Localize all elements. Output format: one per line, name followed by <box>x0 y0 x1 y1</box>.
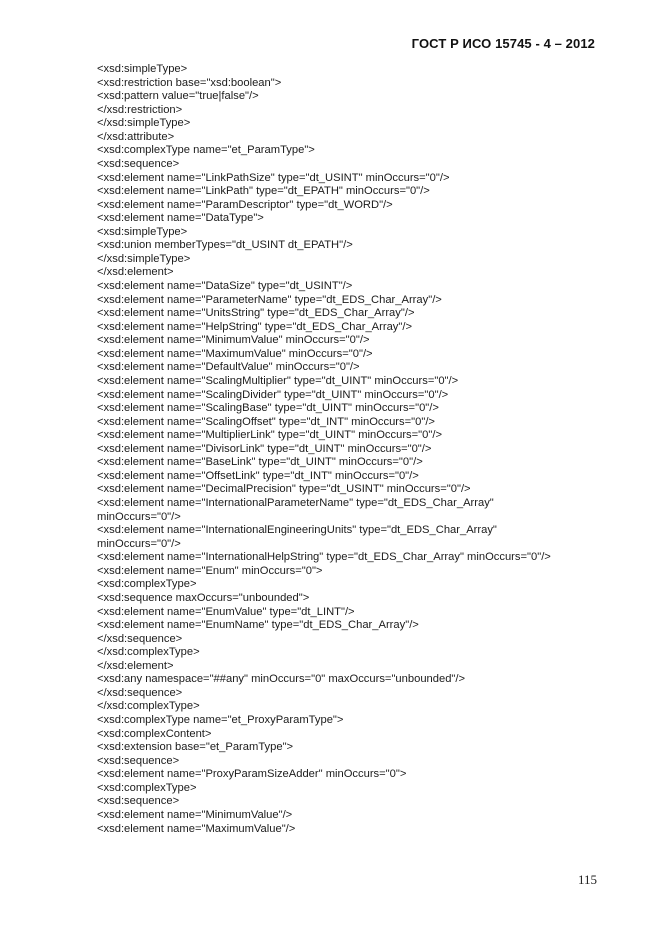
code-line: </xsd:simpleType> <box>97 117 191 130</box>
code-line: <xsd:complexType name="et_ParamType"> <box>97 144 315 157</box>
code-line: <xsd:element name="InternationalEngineeringUnits" type="dt_EDS_Char_Array" <box>97 524 497 537</box>
code-line: </xsd:element> <box>97 659 174 672</box>
code-line: </xsd:restriction> <box>97 103 183 116</box>
code-line: </xsd:attribute> <box>97 130 175 143</box>
code-line: <xsd:element name="LinkPathSize" type="dt_USINT" minOccurs="0"/> <box>97 171 450 184</box>
code-line: <xsd:element name="DecimalPrecision" type="dt_USINT" minOccurs="0"/> <box>97 483 471 496</box>
code-line: <xsd:simpleType> <box>97 63 188 75</box>
xsd-code-listing <box>97 63 607 836</box>
code-line: <xsd:complexType> <box>97 781 197 794</box>
code-line: <xsd:element name="InternationalHelpString" type="dt_EDS_Char_Array" minOccurs="0"/> <box>97 551 551 564</box>
code-line: <xsd:element name="DataSize" type="dt_USINT"/> <box>97 280 353 292</box>
code-line: <xsd:element name="DivisorLink" type="dt_UINT" minOccurs="0"/> <box>97 442 432 455</box>
code-line: <xsd:union memberTypes="dt_USINT dt_EPATH"/> <box>97 239 353 252</box>
code-line: <xsd:element name="DefaultValue" minOccurs="0"/> <box>97 361 360 374</box>
code-line: <xsd:any namespace="##any" minOccurs="0" maxOccurs="unbounded"/> <box>97 673 466 686</box>
code-line: <xsd:element name="ProxyParamSizeAdder" minOccurs="0"> <box>97 768 407 781</box>
code-line: <xsd:complexContent> <box>97 727 212 740</box>
code-line: <xsd:complexType> <box>97 578 197 591</box>
code-line: <xsd:element name="ScalingDivider" type="dt_UINT" minOccurs="0"/> <box>97 388 449 401</box>
code-line: <xsd:element name="OffsetLink" type="dt_INT" minOccurs="0"/> <box>97 469 419 482</box>
code-line: <xsd:sequence> <box>97 754 180 767</box>
code-line: <xsd:element name="MinimumValue"/> <box>97 808 293 821</box>
code-line: <xsd:element name="ScalingBase" type="dt_UINT" minOccurs="0"/> <box>97 402 439 415</box>
code-line: </xsd:element> <box>97 266 174 279</box>
code-line: <xsd:pattern value="true|false"/> <box>97 90 259 103</box>
code-line: </xsd:simpleType> <box>97 252 191 265</box>
code-line: <xsd:restriction base="xsd:boolean"> <box>97 76 282 89</box>
code-line: <xsd:element name="ParamDescriptor" type="dt_WORD"/> <box>97 198 393 211</box>
code-line: </xsd:complexType> <box>97 700 200 713</box>
code-line: <xsd:sequence> <box>97 157 180 170</box>
code-line: <xsd:element name="Enum" minOccurs="0"> <box>97 564 323 577</box>
code-line: <xsd:element name="HelpString" type="dt_EDS_Char_Array"/> <box>97 320 413 333</box>
code-line: <xsd:element name="ParameterName" type="dt_EDS_Char_Array"/> <box>97 293 442 306</box>
code-line: <xsd:element name="DataType"> <box>97 212 264 225</box>
code-line: <xsd:sequence> <box>97 795 180 808</box>
code-line: <xsd:element name="ScalingOffset" type="dt_INT" minOccurs="0"/> <box>97 415 435 428</box>
code-line: <xsd:element name="ScalingMultiplier" type="dt_UINT" minOccurs="0"/> <box>97 374 459 387</box>
code-line: <xsd:element name="BaseLink" type="dt_UINT" minOccurs="0"/> <box>97 456 423 469</box>
page-number: 115 <box>578 872 598 887</box>
code-line: <xsd:element name="EnumValue" type="dt_LINT"/> <box>97 605 355 618</box>
code-line: <xsd:element name="MultiplierLink" type="dt_UINT" minOccurs="0"/> <box>97 429 442 442</box>
code-line: minOccurs="0"/> <box>97 510 181 523</box>
code-line: <xsd:element name="MinimumValue" minOccurs="0"/> <box>97 334 370 347</box>
code-line: <xsd:sequence maxOccurs="unbounded"> <box>97 591 310 604</box>
code-line: <xsd:element name="LinkPath" type="dt_EPATH" minOccurs="0"/> <box>97 185 430 198</box>
code-line: <xsd:extension base="et_ParamType"> <box>97 741 294 754</box>
code-line: <xsd:element name="UnitsString" type="dt_EDS_Char_Array"/> <box>97 307 415 320</box>
code-line: <xsd:element name="MaximumValue"/> <box>97 822 296 835</box>
code-line: </xsd:sequence> <box>97 632 183 645</box>
document-header-standard-id: ГОСТ Р ИСО 15745 - 4 – 2012 <box>411 36 595 51</box>
code-line: </xsd:complexType> <box>97 646 200 659</box>
code-line: <xsd:simpleType> <box>97 225 188 238</box>
code-line: <xsd:element name="MaximumValue" minOccurs="0"/> <box>97 347 373 360</box>
code-line: <xsd:complexType name="et_ProxyParamType"> <box>97 714 344 726</box>
code-line: <xsd:element name="InternationalParameterName" type="dt_EDS_Char_Array" <box>97 497 494 509</box>
code-line: minOccurs="0"/> <box>97 537 181 550</box>
code-line: </xsd:sequence> <box>97 686 183 699</box>
code-line: <xsd:element name="EnumName" type="dt_EDS_Char_Array"/> <box>97 619 419 632</box>
